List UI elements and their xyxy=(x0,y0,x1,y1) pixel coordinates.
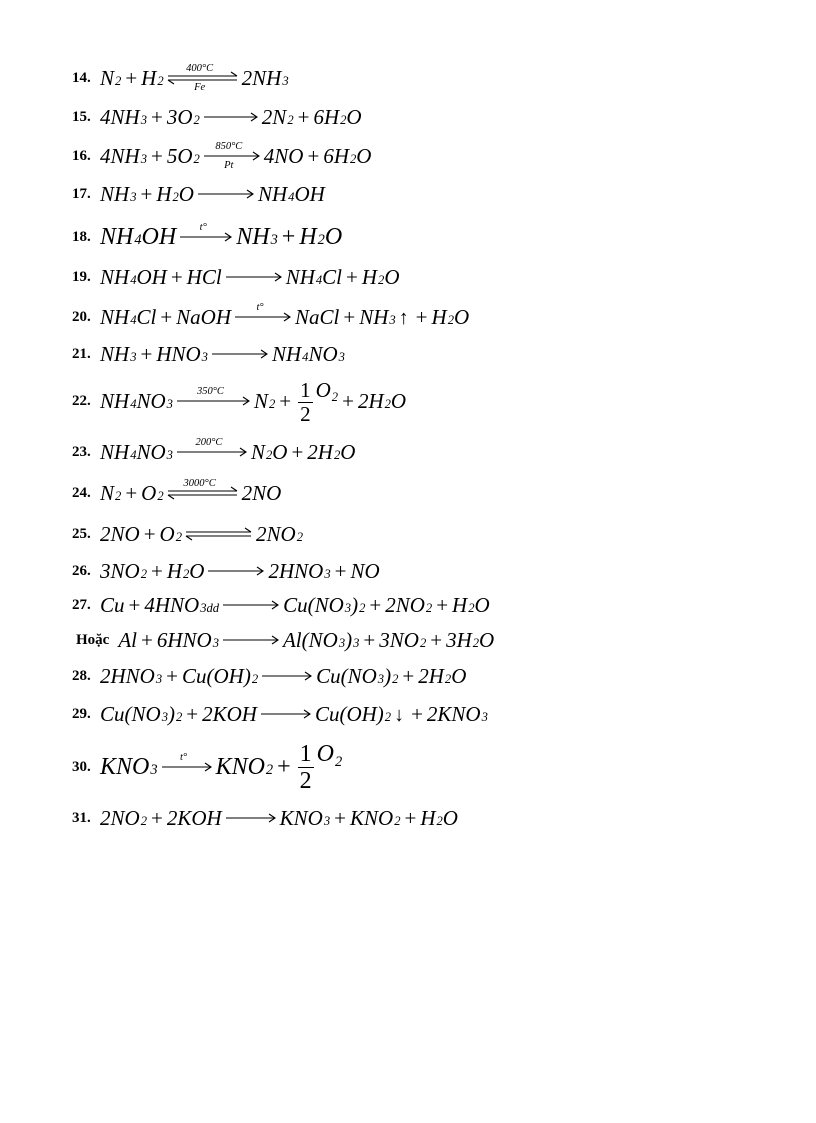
plus-sign: + xyxy=(125,65,138,90)
formula-term: 4NH 3 xyxy=(100,104,147,129)
equation-row xyxy=(72,339,345,369)
formula-term: 2H 2 O xyxy=(357,388,407,413)
chemical-equation xyxy=(100,593,490,618)
equation-row xyxy=(72,302,469,332)
formula-term: 2KOH xyxy=(202,701,257,726)
formula-term: H 2 O xyxy=(420,805,458,830)
formula-term: N 2 xyxy=(253,388,276,413)
plus-sign: + xyxy=(430,627,443,652)
reaction-arrow-icon xyxy=(176,437,248,459)
equation-row xyxy=(72,556,380,586)
formula-term: 2NO 2 xyxy=(256,521,303,546)
formula-term: H 2 O xyxy=(431,304,470,329)
formula-term: 2KNO 3 xyxy=(426,701,488,726)
chemical-equation xyxy=(100,265,400,290)
reaction-condition-top: 200°C xyxy=(195,437,223,448)
equation-row xyxy=(72,437,355,467)
formula-term: 2NO xyxy=(241,480,282,505)
plus-sign: + xyxy=(436,592,449,617)
plus-sign: + xyxy=(150,558,163,583)
formula-term: NO xyxy=(350,558,380,583)
equation-row xyxy=(72,741,343,794)
formula-term: KNO 2 xyxy=(350,805,401,830)
equation-number: 24. xyxy=(72,484,91,501)
equation-number: 22. xyxy=(72,392,91,409)
formula-term: Cu xyxy=(100,592,125,617)
reaction-arrow-icon xyxy=(234,302,292,324)
plus-sign: + xyxy=(143,521,156,546)
reaction-arrow-icon xyxy=(222,598,280,612)
plus-sign: + xyxy=(150,805,163,830)
chemical-equation xyxy=(100,224,342,251)
fraction-numerator: 1 xyxy=(300,377,311,402)
formula-term: Cu(OH) 2 ↓ xyxy=(314,701,405,726)
formula-term: 2NO 2 xyxy=(100,805,147,830)
formula-term: $\frac{1}{2}$ $O_2$ xyxy=(299,741,343,794)
plus-sign: + xyxy=(402,663,415,688)
equation-number: 19. xyxy=(72,268,91,285)
formula-term: N 2 xyxy=(100,480,122,505)
equilibrium-arrow-icon xyxy=(167,63,239,93)
formula-term: Al(NO 3 ) 3 xyxy=(282,627,360,652)
equation-number: 26. xyxy=(72,562,91,579)
equation-row xyxy=(72,661,466,691)
fraction xyxy=(298,742,314,793)
alternative-label: Hoặc xyxy=(76,631,110,648)
chemical-equation xyxy=(100,378,406,425)
equation-row xyxy=(72,377,407,426)
formula-term: Cu(NO 3 ) 2 xyxy=(283,592,366,617)
formula-term: 2NO 2 xyxy=(385,592,433,617)
plus-sign: + xyxy=(342,388,354,413)
chemical-equation xyxy=(100,141,372,171)
reaction-condition-top: 850°C xyxy=(215,141,243,152)
equation-number: 30. xyxy=(72,758,91,775)
formula-term: NH 3 xyxy=(100,181,137,206)
formula-term: HNO 3 xyxy=(156,341,208,366)
formula-term: H 2 O xyxy=(452,592,490,617)
plus-sign: + xyxy=(150,143,163,168)
formula-term: N 2 xyxy=(100,65,122,90)
plus-sign: + xyxy=(343,304,356,329)
formula-term: NH 3 xyxy=(236,223,278,250)
equation-row xyxy=(72,179,325,209)
formula-term: H 2 O xyxy=(166,558,205,583)
fraction-numerator: 1 xyxy=(299,741,312,767)
plus-sign: + xyxy=(186,701,199,726)
formula-term: Cu(OH) 2 xyxy=(181,663,259,688)
equation-row xyxy=(72,222,342,252)
plus-sign: + xyxy=(125,480,138,505)
formula-term: $\frac{1}{2}$ $O_2$ xyxy=(300,377,339,426)
reaction-arrow-icon xyxy=(225,811,277,825)
formula-term: 6H 2 O xyxy=(323,143,372,168)
plus-sign: + xyxy=(160,304,173,329)
reaction-condition-top: 350°C xyxy=(196,386,224,397)
reaction-condition-top: 3000°C xyxy=(183,478,216,489)
formula-term: KNO 3 xyxy=(279,805,331,830)
equilibrium-arrow-icon xyxy=(185,527,253,541)
reaction-arrow-icon xyxy=(211,347,269,361)
reaction-arrow-icon xyxy=(176,386,251,408)
reaction-arrow-icon xyxy=(225,270,283,284)
chemical-equation xyxy=(100,437,356,465)
chemical-equation xyxy=(118,628,494,653)
formula-term: NH 4 NO 3 xyxy=(100,439,173,464)
equation-row xyxy=(72,519,303,549)
equation-number: 21. xyxy=(72,345,91,362)
formula-term: NH 4 NO 3 xyxy=(271,341,345,366)
fraction-denominator: 2 xyxy=(300,401,311,426)
formula-term: H 2 O xyxy=(156,181,194,206)
reaction-arrow-icon xyxy=(222,633,280,647)
reaction-arrow-icon xyxy=(203,141,261,171)
reaction-arrow-icon xyxy=(207,564,265,578)
formula-term: 2HNO 3 xyxy=(100,663,163,688)
reaction-condition-top: t° xyxy=(180,752,188,763)
reaction-arrow-icon xyxy=(197,187,255,201)
gas-up-arrow-icon: ↑ xyxy=(398,306,409,329)
formula-term: NH 3 ↑ xyxy=(359,304,409,329)
plus-sign: + xyxy=(297,104,310,129)
plus-sign: + xyxy=(170,264,183,289)
formula-term: 5O 2 xyxy=(166,143,200,168)
plus-sign: + xyxy=(279,388,292,413)
equation-number: 27. xyxy=(72,596,91,613)
reaction-condition-bottom: Fe xyxy=(194,81,206,93)
fraction-denominator: 2 xyxy=(299,768,312,794)
equation-row xyxy=(72,699,488,729)
equation-number: 29. xyxy=(72,705,91,722)
reaction-condition-top: t° xyxy=(256,302,264,313)
reaction-condition-bottom: Pt xyxy=(224,159,234,171)
formula-term: 3H 2 O xyxy=(446,627,495,652)
formula-term: H 2 O xyxy=(299,223,343,250)
chemical-equation xyxy=(100,741,342,793)
plus-sign: + xyxy=(307,143,320,168)
formula-term: 2N 2 xyxy=(261,104,294,129)
plus-sign: + xyxy=(141,627,153,652)
reaction-condition-top: 400°C xyxy=(186,63,214,74)
formula-term: H 2 xyxy=(141,65,164,90)
formula-term: Al xyxy=(118,627,137,652)
chemical-equation xyxy=(100,478,282,506)
plus-sign: + xyxy=(166,663,178,688)
formula-term: NH 4 Cl xyxy=(285,264,343,289)
formula-term: Cu(NO 3 ) 2 xyxy=(316,663,399,688)
equation-row xyxy=(72,625,494,655)
formula-term: KNO 3 xyxy=(100,753,158,780)
plus-sign: + xyxy=(150,104,163,129)
plus-sign: + xyxy=(140,181,153,206)
chemical-equation xyxy=(100,342,345,367)
formula-term: 2H 2 O xyxy=(418,663,467,688)
reaction-arrow-icon xyxy=(203,110,259,124)
fraction xyxy=(298,377,313,426)
reaction-arrow-icon xyxy=(179,222,233,244)
formula-term: 4NH 3 xyxy=(100,143,147,168)
equation-number: 25. xyxy=(72,525,91,542)
plus-sign: + xyxy=(281,223,296,250)
chemical-equation xyxy=(100,702,488,727)
formula-term: 2NH 3 xyxy=(241,65,289,90)
plus-sign: + xyxy=(140,341,153,366)
formula-term: 4NO xyxy=(263,143,304,168)
plus-sign: + xyxy=(411,701,423,726)
plus-sign: + xyxy=(404,805,417,830)
equation-number: 31. xyxy=(72,809,91,826)
equation-number: 23. xyxy=(72,443,91,460)
plus-sign: + xyxy=(128,592,141,617)
formula-term: 6HNO 3 xyxy=(156,627,219,652)
reaction-arrow-icon xyxy=(161,752,213,774)
formula-term: NH 4 Cl xyxy=(100,304,157,329)
equation-row xyxy=(72,803,458,833)
equation-number: 18. xyxy=(72,228,91,245)
equation-number: 20. xyxy=(72,308,91,325)
formula-term: 3NO 2 xyxy=(379,627,427,652)
equation-row xyxy=(72,262,400,292)
reaction-condition-top: t° xyxy=(199,222,207,233)
chemical-equation xyxy=(100,105,362,130)
formula-term: Cu(NO 3 ) 2 xyxy=(100,701,183,726)
chemical-equation xyxy=(100,302,470,330)
formula-term: O 2 xyxy=(141,480,164,505)
formula-term: NaOH xyxy=(176,304,232,329)
formula-term: 6H 2 O xyxy=(313,104,362,129)
formula-term: 2HNO 3 xyxy=(268,558,331,583)
equation-number: 14. xyxy=(72,69,91,86)
chemical-equation xyxy=(100,63,289,93)
chemical-equation xyxy=(100,664,466,689)
formula-term: NaCl xyxy=(295,304,340,329)
reaction-arrow-icon xyxy=(261,669,313,683)
equation-number: 16. xyxy=(72,147,91,164)
precipitate-down-arrow-icon: ↓ xyxy=(394,703,405,726)
plus-sign: + xyxy=(346,264,358,289)
formula-term: NH 4 OH xyxy=(100,264,167,289)
chemical-equation xyxy=(100,559,380,584)
formula-term: O 2 xyxy=(159,521,182,546)
formula-term: 2NO xyxy=(100,521,140,546)
formula-term: N 2 O xyxy=(250,439,288,464)
equation-number: 15. xyxy=(72,108,91,125)
plus-sign: + xyxy=(415,304,428,329)
formula-term: 3NO 2 xyxy=(100,558,147,583)
plus-sign: + xyxy=(369,592,382,617)
reaction-arrow-icon xyxy=(260,707,312,721)
equation-number: 17. xyxy=(72,185,91,202)
chemical-equation xyxy=(100,806,458,831)
plus-sign: + xyxy=(363,627,376,652)
formula-term: H 2 O xyxy=(361,264,400,289)
chemical-equation xyxy=(100,522,303,547)
plus-sign: + xyxy=(334,558,347,583)
formula-term: 4HNO 3dd xyxy=(144,592,220,617)
formula-term: 2KOH xyxy=(166,805,222,830)
equation-row xyxy=(72,63,289,93)
plus-sign: + xyxy=(291,439,304,464)
equation-row xyxy=(72,478,281,508)
formula-term: NH 4 NO 3 xyxy=(100,388,173,413)
plus-sign: + xyxy=(277,753,291,780)
equation-row xyxy=(72,141,371,171)
formula-term: NH 4 OH xyxy=(100,223,177,250)
equilibrium-arrow-icon xyxy=(167,478,239,500)
formula-term: 3O 2 xyxy=(166,104,200,129)
plus-sign: + xyxy=(334,805,346,830)
formula-term: 2H 2 O xyxy=(307,439,356,464)
formula-term: NH 3 xyxy=(100,341,137,366)
equation-row xyxy=(72,102,362,132)
formula-term: NH 4 OH xyxy=(257,181,325,206)
chemical-equation xyxy=(100,182,325,207)
equation-row xyxy=(72,590,490,620)
formula-term: KNO 2 xyxy=(215,753,274,780)
equation-number: 28. xyxy=(72,667,91,684)
formula-term: HCl xyxy=(186,264,222,289)
